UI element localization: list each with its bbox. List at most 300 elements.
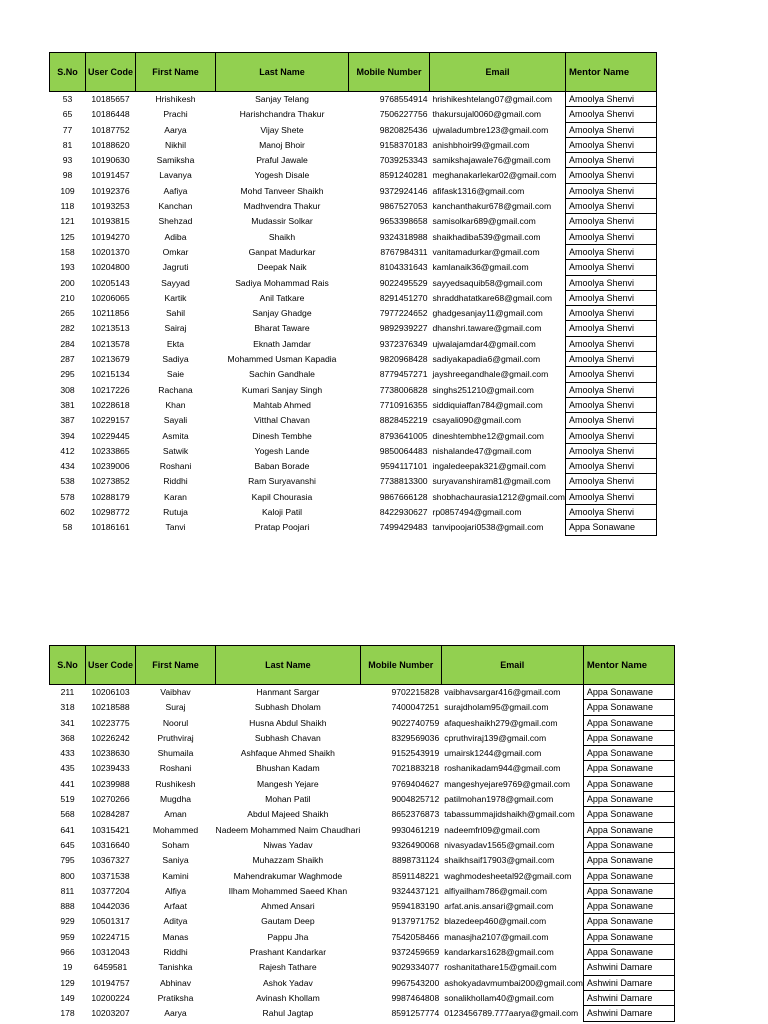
col-header-user-code: User Code [86,53,136,92]
cell-user-code: 10223775 [91,717,130,728]
cell-first-name: Manas [162,931,189,942]
cell-mobile: 9594117101 [380,461,428,472]
cell-first-name: Shehzad [158,216,193,227]
cell-user-code: 10217226 [91,384,130,395]
cell-email: suryavanshiram81@gmail.com [432,476,551,487]
cell-first-name: Khan [165,399,186,410]
cell-mobile: 9930461219 [391,824,440,835]
cell-email: sadiyakapadia6@gmail.com [432,354,541,365]
cell-email: sonalikhollam40@gmail.com [444,992,554,1003]
cell-mobile: 8652376873 [391,809,440,820]
cell-user-code: 10191457 [91,170,130,181]
cell-last-name: Prashant Kandarkar [249,947,327,958]
cell-email: tanvipoojari0538@gmail.com [432,522,544,533]
cell-user-code: 10206103 [91,687,130,698]
cell-user-code: 10238630 [91,748,130,759]
table-row [50,92,657,107]
cell-mobile: 7738006828 [379,384,428,395]
cell-first-name: Samiksha [156,155,195,166]
cell-first-name: Rushikesh [155,778,196,789]
cell-user-code: 10229157 [91,415,130,426]
cell-sno: 109 [60,185,75,196]
cell-email: hrishikeshtelang07@gmail.com [432,94,553,105]
cell-last-name: Avinash Khollam [255,992,320,1003]
cell-first-name: Sayali [163,415,188,426]
cell-first-name: Saie [166,369,185,380]
cell-last-name: Anil Tatkare [259,292,305,303]
cell-mobile: 9324437121 [391,885,440,896]
table-body [50,685,675,1022]
table-row [50,868,675,883]
cell-sno: 578 [60,491,75,502]
cell-mentor: Amoolya Shenvi [565,336,656,351]
cell-last-name: Ashok Yadav [262,977,313,988]
table-row [50,945,675,960]
table-row [50,792,675,807]
cell-mentor: Amoolya Shenvi [565,122,656,137]
cell-first-name: Alfiya [164,885,186,896]
cell-first-name: Vaibhav [160,687,191,698]
cell-email: umairsk1244@gmail.com [444,748,542,759]
cell-email: afaqueshaikh279@gmail.com [444,717,558,728]
cell-mentor: Amoolya Shenvi [565,459,656,474]
cell-sno: 282 [60,323,75,334]
cell-email: vaibhavsargar416@gmail.com [444,687,561,698]
cell-first-name: Aarya [164,1008,187,1019]
table-row [50,960,675,975]
cell-user-code: 10204800 [91,262,130,273]
cell-mobile: 7710916355 [379,399,428,410]
cell-email: siddiquiaffan784@gmail.com [432,399,543,410]
cell-first-name: Pratiksha [157,992,194,1003]
cell-last-name: Baban Borade [254,461,310,472]
cell-mentor: Appa Sonawane [583,700,674,715]
cell-mobile: 9029334077 [391,962,440,973]
cell-user-code: 10193815 [91,216,130,227]
cell-user-code: 10194757 [91,977,130,988]
cell-email: shraddhatatkare68@gmail.com [432,292,553,303]
cell-mobile: 8898731124 [392,855,440,866]
cell-user-code: 10239006 [91,461,130,472]
cell-mentor: Amoolya Shenvi [565,352,656,367]
cell-mobile: 9152543919 [391,748,440,759]
cell-user-code: 10218588 [91,702,130,713]
cell-mentor: Amoolya Shenvi [565,321,656,336]
cell-sno: 118 [60,201,75,212]
cell-first-name: Lavanya [159,170,192,181]
cell-last-name: Subhash Chavan [254,732,321,743]
table-row [50,990,675,1005]
cell-sno: 58 [62,522,73,533]
user-mentor-table-2 [49,645,675,1022]
cell-mobile: 9158370183 [379,139,428,150]
cell-first-name: Saniya [162,855,189,866]
cell-last-name: Manoj Bhoir [259,139,305,150]
table-row [50,336,657,351]
cell-first-name: Arfaat [164,901,187,912]
cell-mobile: 9850064483 [379,445,428,456]
cell-email: sayyedsaquib58@gmail.com [432,277,543,288]
cell-mobile: 9967543200 [391,977,440,988]
cell-email: mangeshyejare9769@gmail.com [444,778,570,789]
cell-last-name: Ahmed Ansari [261,901,315,912]
cell-mentor: Appa Sonawane [583,807,674,822]
cell-email: ghadgesanjay11@gmail.com [432,308,543,319]
cell-first-name: Shumaila [157,748,194,759]
cell-email: samikshajawale76@gmail.com [432,155,551,166]
cell-last-name: Mudassir Solkar [251,216,313,227]
table-row [50,244,657,259]
cell-user-code: 10213679 [91,354,130,365]
cell-email: shaikhsaif17903@gmail.com [444,855,555,866]
cell-mentor: Appa Sonawane [583,945,674,960]
cell-last-name: Ilham Mohammed Saeed Khan [228,885,348,896]
cell-first-name: Rutuja [163,507,188,518]
cell-mentor: Appa Sonawane [583,746,674,761]
cell-mobile: 9820825436 [379,124,428,135]
col-header-email: Email [441,646,583,685]
cell-mentor: Amoolya Shenvi [565,290,656,305]
table-row [50,853,675,868]
cell-first-name: Roshani [159,763,192,774]
cell-mentor: Ashwini Damare [583,975,674,990]
cell-mobile: 9702215828 [391,687,440,698]
table-row [50,229,657,244]
cell-mobile: 8591148221 [392,870,440,881]
cell-user-code: 10186161 [91,522,130,533]
cell-mobile: 9372924146 [379,185,428,196]
table-row [50,883,675,898]
cell-mobile: 9004825712 [391,794,440,805]
cell-mobile: 9372376349 [379,338,428,349]
cell-user-code: 10211856 [91,308,130,319]
cell-email: samisolkar689@gmail.com [432,216,536,227]
cell-mentor: Appa Sonawane [583,929,674,944]
cell-email: nivasyadav1565@gmail.com [444,839,555,850]
cell-email: waghmodesheetal92@gmail.com [444,870,572,881]
cell-last-name: Rahul Jagtap [262,1008,314,1019]
cell-sno: 795 [60,855,75,866]
cell-sno: 193 [60,262,75,273]
cell-email: shobhachaurasia1212@gmail.com [432,491,565,502]
cell-email: thakursujal0060@gmail.com [432,109,542,120]
cell-first-name: Riddhi [163,476,188,487]
table-row [50,505,657,520]
table-row [50,685,675,700]
cell-user-code: 10185657 [91,94,130,105]
cell-mentor: Amoolya Shenvi [565,183,656,198]
cell-last-name: Kumari Sanjay Singh [241,384,323,395]
table-row [50,746,675,761]
cell-last-name: Ganpat Madurkar [248,246,316,257]
cell-sno: 341 [60,717,75,728]
cell-last-name: Mohammed Usman Kapadia [227,354,337,365]
cell-user-code: 10284287 [91,809,130,820]
cell-sno: 81 [62,139,73,150]
table-row [50,183,657,198]
cell-last-name: Subhash Dholam [254,702,321,713]
cell-sno: 284 [60,338,75,349]
cell-mentor: Amoolya Shenvi [565,137,656,152]
cell-mentor: Appa Sonawane [583,853,674,868]
cell-email: ingaledeepak321@gmail.com [432,461,546,472]
cell-first-name: Riddhi [163,947,188,958]
col-header-last-name: Last Name [216,646,361,685]
cell-first-name: Mugdha [159,794,192,805]
col-header-mobile: Mobile Number [349,53,430,92]
cell-mobile: 9326490068 [391,839,440,850]
cell-first-name: Kanchan [158,201,193,212]
cell-mentor: Amoolya Shenvi [565,153,656,168]
cell-mobile: 9768554914 [379,94,428,105]
cell-mobile: 9022495529 [379,277,428,288]
cell-sno: 800 [60,870,75,881]
col-header-mentor: Mentor Name [565,53,656,92]
table-row [50,489,657,504]
cell-first-name: Satwik [162,445,189,456]
cell-sno: 811 [60,885,75,896]
table-body [50,92,657,536]
cell-sno: 178 [60,1008,75,1019]
cell-email: manasjha2107@gmail.com [444,931,549,942]
table-row [50,715,675,730]
table-row [50,730,675,745]
table-row [50,275,657,290]
cell-mentor: Amoolya Shenvi [565,92,656,107]
cell-user-code: 10201370 [91,246,130,257]
cell-last-name: Shaikh [268,231,296,242]
cell-sno: 519 [60,794,75,805]
cell-mentor: Amoolya Shenvi [565,474,656,489]
cell-mentor: Appa Sonawane [583,914,674,929]
cell-last-name: Sanjay Ghadge [252,308,312,319]
cell-sno: 265 [60,308,75,319]
cell-last-name: Harishchandra Thakur [239,109,325,120]
cell-last-name: Abdul Majeed Shaikh [247,809,329,820]
cell-mentor: Amoolya Shenvi [565,443,656,458]
col-header-sno: S.No [50,53,86,92]
cell-user-code: 10371538 [91,870,130,881]
cell-mobile: 9324318988 [379,231,428,242]
cell-mentor: Appa Sonawane [583,776,674,791]
col-header-email: Email [430,53,566,92]
cell-mentor: Ashwini Damare [583,1006,674,1021]
cell-first-name: Ekta [166,338,185,349]
cell-email: kamlanaik36@gmail.com [432,262,529,273]
cell-sno: 93 [62,155,73,166]
cell-mobile: 8104331643 [379,262,428,273]
cell-sno: 210 [60,292,75,303]
cell-sno: 433 [60,748,75,759]
cell-user-code: 10270266 [91,794,130,805]
table-row [50,397,657,412]
cell-user-code: 10315421 [91,824,130,835]
cell-last-name: Sachin Gandhale [249,369,315,380]
cell-user-code: 10239433 [91,763,130,774]
cell-sno: 602 [60,507,75,518]
cell-last-name: Rajesh Tathare [259,962,317,973]
cell-first-name: Mohammed [152,824,199,835]
cell-mentor: Amoolya Shenvi [565,428,656,443]
table-row [50,321,657,336]
cell-first-name: Aarya [164,124,187,135]
cell-mentor: Appa Sonawane [583,715,674,730]
cell-first-name: Rachana [158,384,193,395]
cell-first-name: Roshani [159,461,192,472]
cell-email: patilmohan1978@gmail.com [444,794,554,805]
cell-user-code: 10501317 [91,916,130,927]
cell-sno: 966 [60,947,75,958]
cell-first-name: Adiba [164,231,187,242]
cell-email: nadeemfrl09@gmail.com [444,824,540,835]
table-row [50,260,657,275]
cell-user-code: 6459581 [93,962,128,973]
table-row [50,199,657,214]
cell-email: csayali090@gmail.com [432,415,521,426]
cell-last-name: Ashfaque Ahmed Shaikh [240,748,335,759]
cell-mobile: 7039253343 [379,155,428,166]
cell-email: nishalande47@gmail.com [432,445,532,456]
cell-sno: 641 [60,824,75,835]
cell-mobile: 7400047251 [391,702,440,713]
cell-user-code: 10200224 [91,992,130,1003]
table-row [50,382,657,397]
cell-last-name: Ram Suryavanshi [248,476,316,487]
col-header-sno: S.No [50,646,86,685]
cell-last-name: Bhushan Kadam [256,763,320,774]
cell-first-name: Aman [164,809,187,820]
cell-user-code: 10233865 [91,445,130,456]
cell-mobile: 9769404627 [391,778,440,789]
cell-user-code: 10213513 [91,323,130,334]
cell-mobile: 9867527053 [379,201,428,212]
cell-mobile: 9594183190 [391,901,440,912]
cell-mentor: Appa Sonawane [583,761,674,776]
cell-user-code: 10377204 [91,885,130,896]
table-row [50,214,657,229]
cell-last-name: Kapil Chourasia [251,491,313,502]
cell-sno: 287 [60,354,75,365]
cell-first-name: Sayyad [161,277,190,288]
cell-sno: 211 [60,687,75,698]
cell-email: kandarkars1628@gmail.com [444,947,554,958]
cell-mobile: 9892939227 [379,323,428,334]
header-row [50,646,675,685]
cell-mentor: Ashwini Damare [583,990,674,1005]
table-row [50,975,675,990]
cell-first-name: Suraj [165,702,186,713]
cell-sno: 441 [60,778,75,789]
cell-mentor: Amoolya Shenvi [565,107,656,122]
cell-mobile: 9653398658 [379,216,428,227]
cell-last-name: Sadiya Mohammad Rais [235,277,329,288]
cell-last-name: Pratap Poojari [254,522,310,533]
cell-sno: 929 [60,916,75,927]
cell-first-name: Noorul [162,717,189,728]
cell-email: surajdholam95@gmail.com [444,702,549,713]
cell-last-name: Sanjay Telang [255,94,309,105]
cell-mentor: Ashwini Damare [583,960,674,975]
cell-last-name: Niwas Yadav [263,839,313,850]
cell-sno: 77 [62,124,73,135]
cell-first-name: Tanishka [158,962,193,973]
col-header-last-name: Last Name [216,53,349,92]
cell-mobile: 9022740759 [391,717,440,728]
table-row [50,168,657,183]
table-row [50,700,675,715]
table-row [50,822,675,837]
cell-first-name: Kamini [162,870,189,881]
cell-user-code: 10187752 [91,124,130,135]
cell-user-code: 10205143 [91,277,130,288]
cell-mobile: 8779457271 [379,369,428,380]
cell-user-code: 10192376 [91,185,130,196]
cell-mentor: Appa Sonawane [583,730,674,745]
cell-mentor: Amoolya Shenvi [565,168,656,183]
cell-mobile: 9820968428 [379,354,428,365]
table-row [50,761,675,776]
cell-last-name: Vitthal Chavan [254,415,310,426]
cell-last-name: Bharat Taware [254,323,310,334]
cell-mobile: 8591240281 [379,170,428,181]
cell-email: dineshtembhe12@gmail.com [432,430,544,441]
user-mentor-table-1 [49,52,657,536]
cell-user-code: 10186448 [91,109,130,120]
col-header-first-name: First Name [136,646,216,685]
cell-last-name: Hanmant Sargar [256,687,320,698]
cell-mobile: 9867666128 [379,491,428,502]
col-header-mentor: Mentor Name [583,646,674,685]
cell-sno: 387 [60,415,75,426]
cell-mentor: Amoolya Shenvi [565,229,656,244]
cell-sno: 435 [60,763,75,774]
cell-user-code: 10188620 [91,139,130,150]
cell-first-name: Prachi [163,109,188,120]
cell-sno: 121 [60,216,75,227]
cell-user-code: 10194270 [91,231,130,242]
cell-mentor: Appa Sonawane [583,899,674,914]
cell-email: ujwaladumbre123@gmail.com [432,124,549,135]
cell-user-code: 10288179 [91,491,130,502]
cell-sno: 125 [60,231,75,242]
cell-last-name: Vijay Shete [260,124,304,135]
cell-mentor: Appa Sonawane [565,520,656,535]
cell-email: arfat.anis.ansari@gmail.com [444,901,554,912]
cell-first-name: Kartik [164,292,187,303]
cell-first-name: Tanvi [165,522,186,533]
cell-last-name: Eknath Jamdar [253,338,311,349]
cell-email: cpruthviraj139@gmail.com [444,732,547,743]
cell-first-name: Aafiya [163,185,188,196]
cell-last-name: Nadeem Mohammed Naim Chaudhari [215,824,361,835]
cell-sno: 368 [60,732,75,743]
cell-email: roshanikadam944@gmail.com [444,763,561,774]
cell-sno: 200 [60,277,75,288]
cell-email: afifask1316@gmail.com [432,185,525,196]
cell-last-name: Muhazzam Shaikh [252,855,324,866]
cell-email: singhs251210@gmail.com [432,384,534,395]
cell-first-name: Soham [161,839,190,850]
cell-email: shaikhadiba539@gmail.com [432,231,541,242]
cell-last-name: Madhvendra Thakur [243,201,321,212]
cell-first-name: Jagruti [162,262,189,273]
cell-user-code: 10193253 [91,201,130,212]
cell-sno: 308 [60,384,75,395]
cell-user-code: 10316640 [91,839,130,850]
table-row [50,306,657,321]
cell-user-code: 10228618 [91,399,130,410]
cell-first-name: Aditya [163,916,188,927]
